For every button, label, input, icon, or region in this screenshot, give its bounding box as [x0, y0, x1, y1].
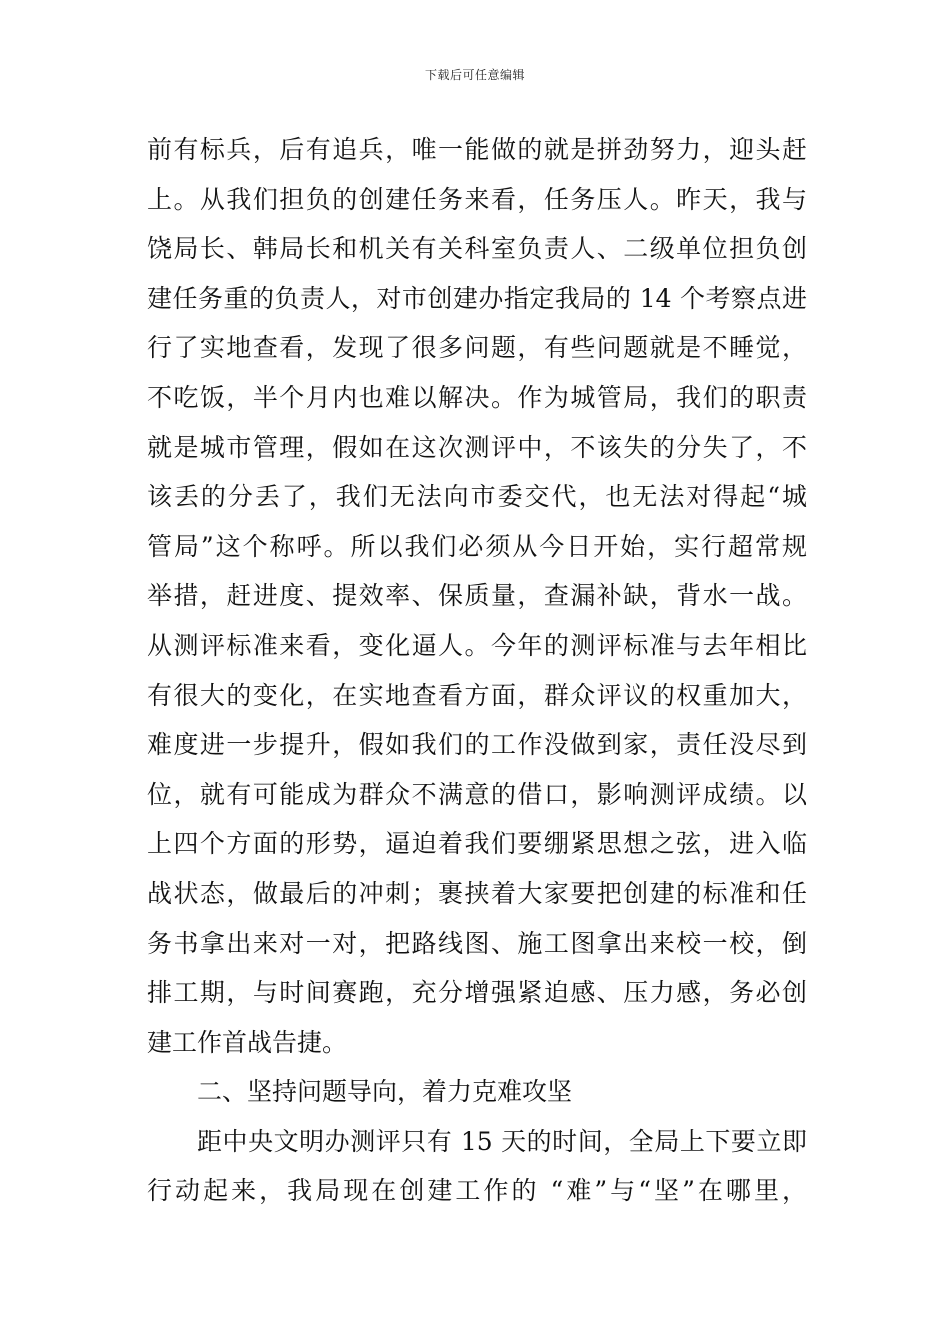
text-line: 难度进一步提升，假如我们的工作没做到家，责任没尽到	[147, 730, 807, 760]
text-line: 从测评标准来看，变化逼人。今年的测评标准与去年相比	[147, 630, 807, 660]
text-line: 行动起来，我局现在创建工作的 “难”与“坚”在哪里，	[147, 1176, 807, 1206]
text-line: 有很大的变化，在实地查看方面，群众评议的权重加大，	[147, 680, 807, 710]
text-line: 饶局长、韩局长和机关有关科室负责人、二级单位担负创	[147, 234, 807, 264]
text-line: 上四个方面的形势，逼迫着我们要绷紧思想之弦，进入临	[147, 829, 807, 859]
text-line: 距中央文明办测评只有 15 天的时间，全局上下要立即	[197, 1126, 807, 1156]
text-line: 排工期，与时间赛跑，充分增强紧迫感、压力感，务必创	[147, 978, 807, 1008]
text-line: 位，就有可能成为群众不满意的借口，影响测评成绩。以	[147, 779, 807, 809]
text-line: 不吃饭，半个月内也难以解决。作为城管局，我们的职责	[147, 382, 807, 412]
section-heading: 二、坚持问题导向，着力克难攻坚	[197, 1077, 573, 1107]
text-line: 就是城市管理，假如在这次测评中，不该失的分失了，不	[147, 432, 807, 462]
text-line: 战状态，做最后的冲刺；裹挟着大家要把创建的标准和任	[147, 878, 807, 908]
text-line: 建工作首战告捷。	[147, 1027, 348, 1057]
text-line: 该丢的分丢了，我们无法向市委交代，也无法对得起“城	[147, 482, 807, 512]
text-line: 建任务重的负责人，对市创建办指定我局的 14 个考察点进	[147, 283, 807, 313]
text-line: 举措，赶进度、提效率、保质量，查漏补缺，背水一战。	[147, 581, 807, 611]
document-body	[147, 125, 807, 1216]
text-line: 行了实地查看，发现了很多问题，有些问题就是不睡觉，	[147, 333, 807, 363]
text-line: 前有标兵，后有追兵，唯一能做的就是拼劲努力，迎头赶	[147, 135, 807, 164]
text-line: 管局”这个称呼。所以我们必须从今日开始，实行超常规	[147, 531, 807, 561]
text-line: 上。从我们担负的创建任务来看，任务压人。昨天，我与	[147, 184, 807, 214]
text-line: 务书拿出来对一对，把路线图、施工图拿出来校一校，倒	[147, 928, 807, 958]
header-note: 下载后可任意编辑	[424, 68, 525, 82]
